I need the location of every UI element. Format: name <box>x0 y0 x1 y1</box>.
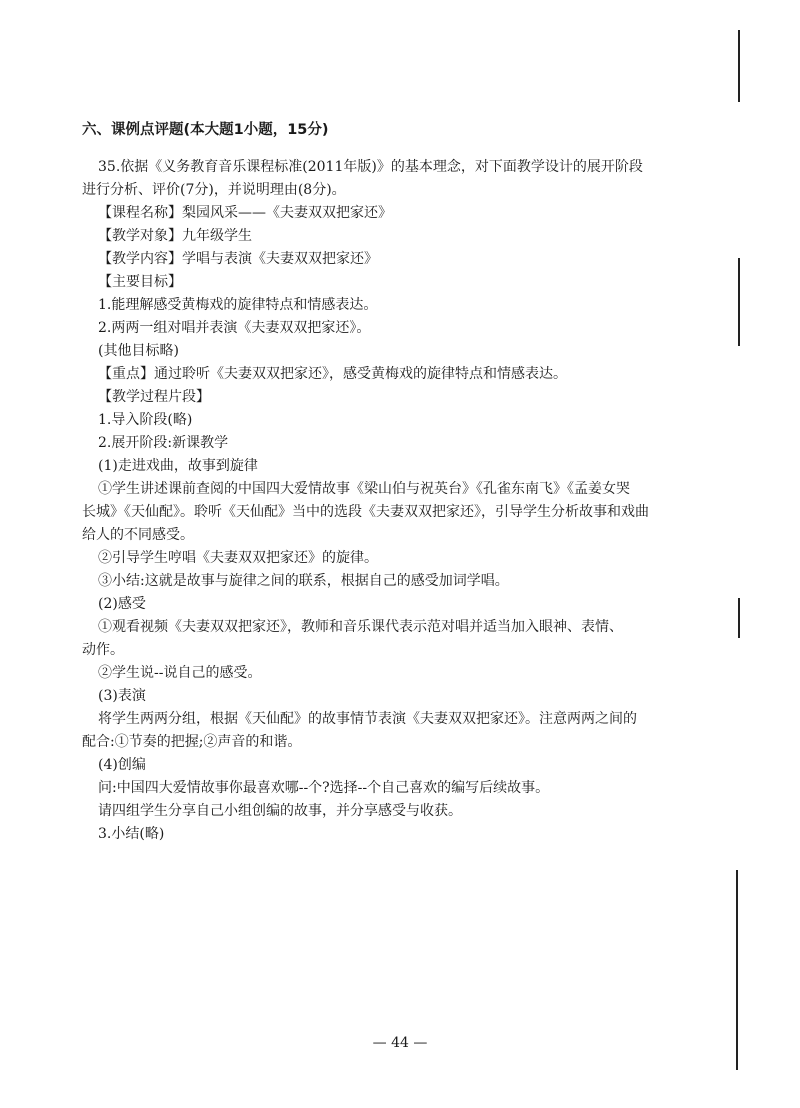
teaching-content: 【教学内容】学唱与表演《夫妻双双把家还》 <box>98 251 378 267</box>
question-intro: 35.依据《义务教育音乐课程标准(2011年版)》的基本理念，对下面教学设计的展开阶段 <box>98 159 643 175</box>
sub-item: ①学生讲述课前查阅的中国四大爱情故事《梁山伯与祝英台》《孔雀东南飞》《孟姜女哭 <box>98 481 630 497</box>
sub-item: ③小结:这就是故事与旋律之间的联系，根据自己的感受加词学唱。 <box>98 573 509 589</box>
process-step: 1.导入阶段(略) <box>98 412 193 428</box>
scan-mark <box>738 258 740 346</box>
section-title: 六、课例点评题(本大题1小题，15分) <box>82 122 329 138</box>
key-point: 【重点】通过聆听《夫妻双双把家还》，感受黄梅戏的旋律特点和情感表达。 <box>98 366 567 382</box>
sub-item-cont: 给人的不同感受。 <box>82 527 194 543</box>
goal-item: 1.能理解感受黄梅戏的旋律特点和情感表达。 <box>98 297 378 313</box>
sub-item: 请四组学生分享自己小组创编的故事，并分享感受与收获。 <box>98 803 462 819</box>
question-intro-cont: 进行分析、评价(7分)，并说明理由(8分)。 <box>82 182 346 198</box>
teaching-object: 【教学对象】九年级学生 <box>98 228 252 244</box>
process-step: 3.小结(略) <box>98 826 165 842</box>
sub-section-title: (4)创编 <box>98 757 146 773</box>
goal-item: 2.两两一组对唱并表演《夫妻双双把家还》。 <box>98 320 371 336</box>
sub-item: ①观看视频《夫妻双双把家还》，教师和音乐课代表示范对唱并适当加入眼神、表情、 <box>98 619 623 635</box>
sub-section-title: (3)表演 <box>98 688 146 704</box>
sub-item: ②引导学生哼唱《夫妻双双把家还》的旋律。 <box>98 550 378 566</box>
sub-item-cont: 动作。 <box>82 642 124 658</box>
course-name: 【课程名称】梨园风采——《夫妻双双把家还》 <box>98 205 392 221</box>
other-goals: (其他目标略) <box>98 343 179 359</box>
sub-section-title: (2)感受 <box>98 596 146 612</box>
sub-item: 问:中国四大爱情故事你最喜欢哪--个?选择--个自己喜欢的编写后续故事。 <box>98 780 550 796</box>
process-step: 2.展开阶段:新课教学 <box>98 435 229 451</box>
sub-item-cont: 长城》《天仙配》。聆听《天仙配》当中的选段《夫妻双双把家还》，引导学生分析故事和戏曲 <box>82 504 649 520</box>
scan-mark <box>738 598 740 638</box>
scan-mark <box>738 30 740 102</box>
page-number: — 44 — <box>372 1035 428 1051</box>
document-body <box>82 118 682 846</box>
process-header: 【教学过程片段】 <box>98 389 210 405</box>
main-goals-header: 【主要目标】 <box>98 274 182 290</box>
sub-section-title: (1)走进戏曲，故事到旋律 <box>98 458 258 474</box>
sub-item-cont: 配合:①节奏的把握;②声音的和谐。 <box>82 734 302 750</box>
sub-item: ②学生说--说自己的感受。 <box>98 665 262 681</box>
sub-item: 将学生两两分组，根据《天仙配》的故事情节表演《夫妻双双把家还》。注意两两之间的 <box>98 711 637 727</box>
